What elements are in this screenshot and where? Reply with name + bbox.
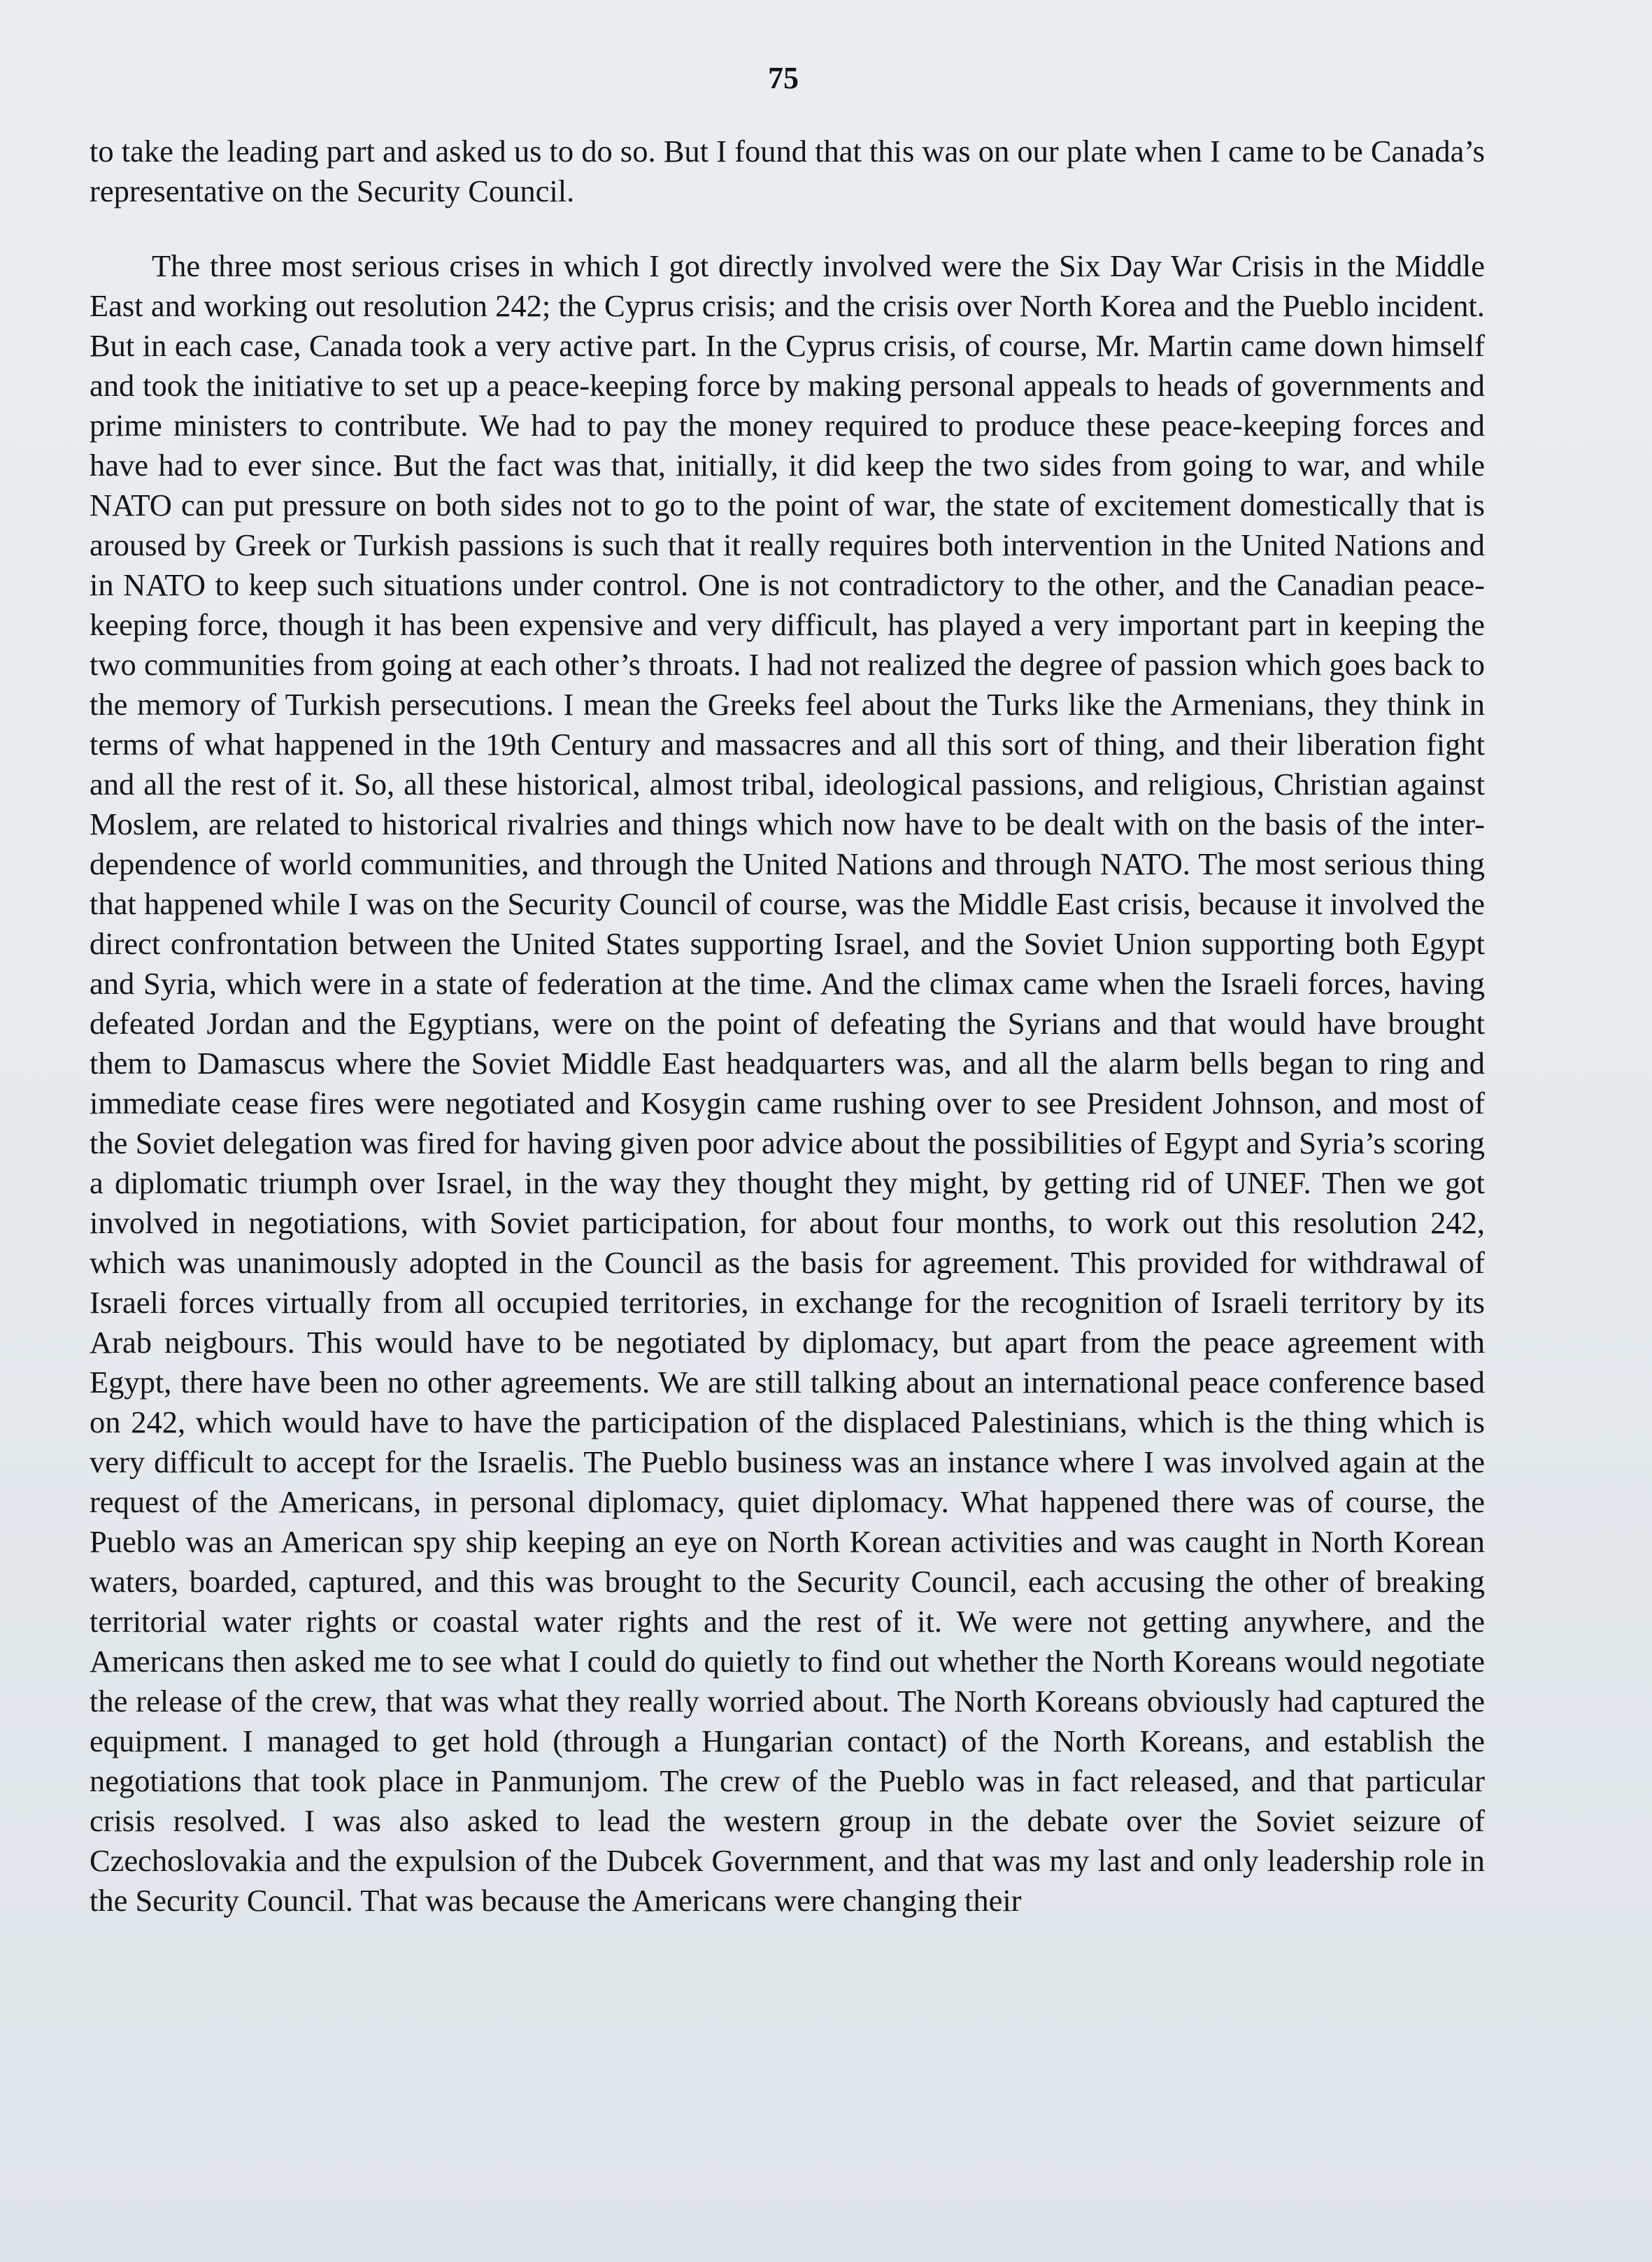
body-text bbox=[90, 131, 1485, 1921]
paragraph-continued: to take the leading part and asked us to do so. But I found that this was on our plate when I came to be Canada’s representative on the Security Council. bbox=[90, 134, 1485, 208]
page-number: 75 bbox=[768, 61, 799, 95]
paragraph-crises: The three most serious crises in which I got directly involved were the Six Day War Crisis in the Middle East and working out resolution 242; the Cyprus crisis; and the crisis over North Korea and the Pueblo incident. But in each case, Canada took a very active part. In the Cyprus crisis, of course, Mr. Martin came down himself and took the initiative to set up a peace-keeping force by making personal appeals to heads of governments and prime ministers to contribute. We had to pay the money required to produce these peace-keeping forces and have had to ever since. But the fact was that, initially, it did keep the two sides from going to war, and while NATO can put pressure on both sides not to go to the point of war, the state of excitement domestically that is aroused by Greek or Turkish passions is such that it really requires both intervention in the United Nations and in NATO to keep such situations under control. One is not contradictory to the other, and the Canadian peace-keeping force, though it has been expensive and very difficult, has played a very important part in keeping the two communities from going at each other’s throats. I had not realized the degree of passion which goes back to the memory of Turkish persecutions. I mean the Greeks feel about the Turks like the Armenians, they think in terms of what happened in the 19th Century and massacres and all this sort of thing, and their liberation fight and all the rest of it. So, all these historical, almost tribal, ideological passions, and religious, Christian against Moslem, are related to historical rivalries and things which now have to be dealt with on the basis of the inter-dependence of world communities, and through the United Nations and through NATO. The most serious thing that happened while I was on the Security Council of course, was the Middle East crisis, because it involved the direct confrontation between the United States supporting Israel, and the Soviet Union supporting both Egypt and Syria, which were in a state of federation at the time. And the climax came when the Israeli forces, having defeated Jordan and the Egyptians, were on the point of defeating the Syrians and that would have brought them to Damascus where the Soviet Middle East headquarters was, and all the alarm bells began to ring and immediate cease fires were negotiated and Kosygin came rushing over to see President Johnson, and most of the Soviet delegation was fired for having given poor advice about the possibilities of Egypt and Syria’s scoring a diplomatic triumph over Israel, in the way they thought they might, by getting rid of UNEF. Then we got involved in negotiations, with Soviet participation, for about four months, to work out this resolution 242, which was unanimously adopted in the Council as the basis for agreement. This provided for withdrawal of Israeli forces virtually from all occupied territories, in exchange for the recognition of Israeli territory by its Arab neigbours. This would have to be negotiated by diplomacy, but apart from the peace agreement with Egypt, there have been no other agreements. We are still talking about an international peace conference based on 242, which would have to have the participation of the displaced Palestinians, which is the thing which is very difficult to accept for the Israelis. The Pueblo business was an instance where I was involved again at the request of the Americans, in personal diplomacy, quiet diplomacy. What happened there was of course, the Pueblo was an American spy ship keeping an eye on North Korean activities and was caught in North Korean waters, boarded, captured, and this was brought to the Security Council, each accusing the other of breaking territorial water rights or coastal water rights and the rest of it. We were not getting anywhere, and the Americans then asked me to see what I could do quietly to find out whether the North Koreans would negotiate the release of the crew, that was what they really worried about. The North Koreans obviously had captured the equipment. I managed to get hold (through a Hungarian contact) of the North Koreans, and establish the negotiations that took place in Panmunjom. The crew of the Pueblo was in fact released, and that particular crisis resolved. I was also asked to lead the western group in the debate over the Soviet seizure of Czechoslovakia and the expulsion of the Dubcek Government, and that was my last and only leadership role in the Security Council. That was because the Americans were changing their bbox=[90, 248, 1485, 1918]
